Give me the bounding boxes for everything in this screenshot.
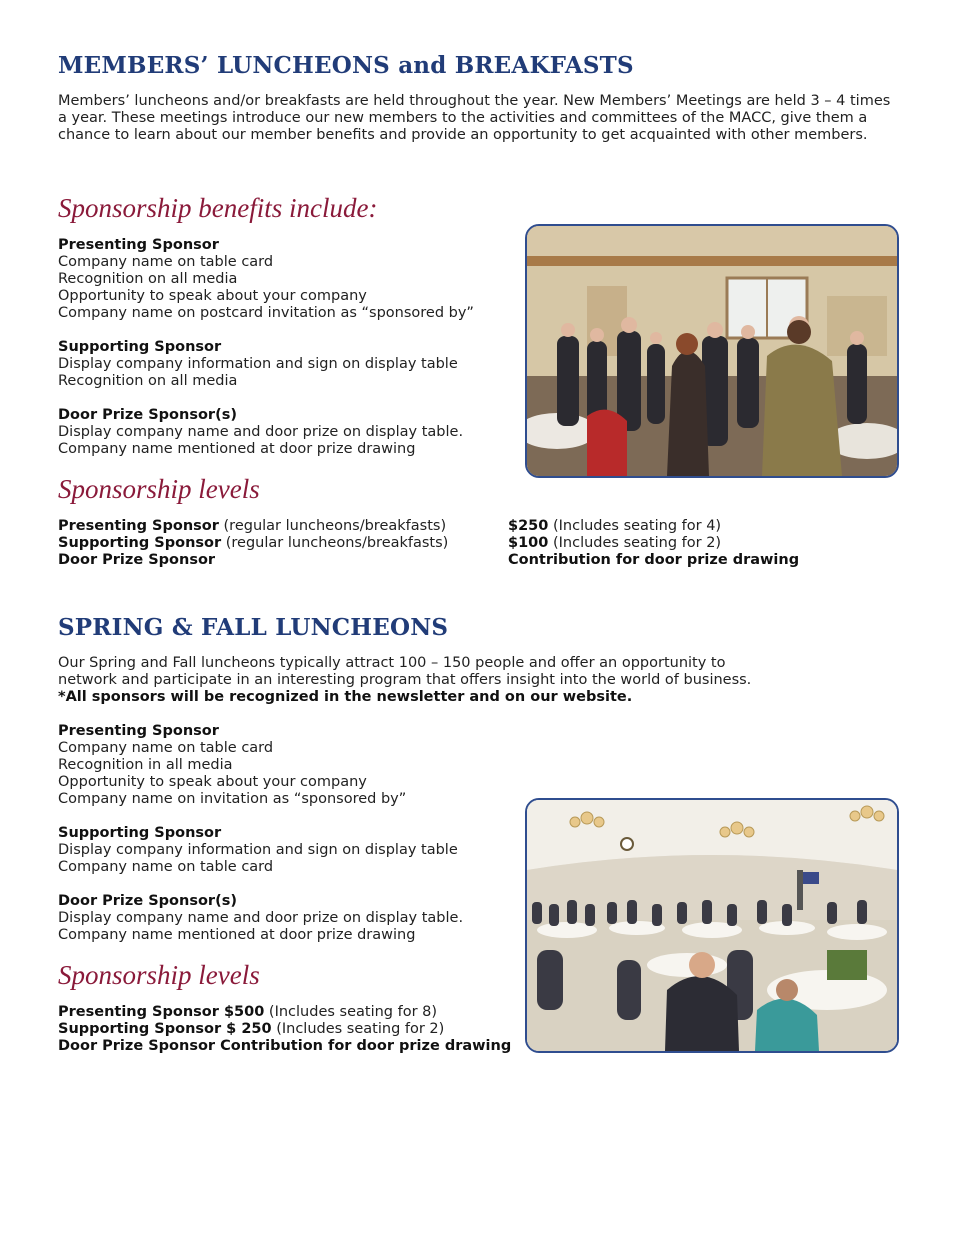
members-doorprize-block	[58, 407, 463, 458]
level-note: (Includes seating for 8)	[264, 1004, 438, 1020]
level-name: Door Prize Sponsor Contribution for door prize drawing	[58, 1038, 512, 1054]
members-presenting-block	[58, 237, 474, 322]
level-price-note: (Includes seating for 4)	[548, 518, 722, 534]
networking-event-photo	[525, 224, 899, 478]
benefit-item: Display company name and door prize on display table.	[58, 910, 464, 926]
intro-line: Our Spring and Fall luncheons typically attract 100 – 150 people and offer an opportunity to	[58, 655, 726, 671]
level-name: Presenting Sponsor $500	[58, 1004, 265, 1020]
presenting-title: Presenting Sponsor	[58, 237, 219, 253]
members-levels-heading: Sponsorship levels	[58, 474, 260, 504]
members-levels-prices	[508, 518, 799, 569]
level-price: $250	[508, 518, 549, 534]
benefit-item: Company name on table card	[58, 254, 274, 270]
sf-presenting-block	[58, 723, 406, 808]
presenting-title: Presenting Sponsor	[58, 723, 219, 739]
benefit-item: Company name on invitation as “sponsored by”	[58, 791, 407, 807]
members-levels-names	[58, 518, 448, 569]
sf-doorprize-block	[58, 893, 463, 944]
benefit-item: Opportunity to speak about your company	[58, 774, 367, 790]
spring-fall-levels	[58, 1004, 511, 1055]
level-name: Door Prize Sponsor	[58, 552, 216, 568]
level-price-note: (Includes seating for 2)	[548, 535, 722, 551]
benefit-item: Company name mentioned at door prize drawing	[58, 927, 416, 943]
level-note: (Includes seating for 2)	[271, 1021, 445, 1037]
benefit-item: Recognition on all media	[58, 373, 238, 389]
level-name: Presenting Sponsor	[58, 518, 219, 534]
doorprize-title: Door Prize Sponsor(s)	[58, 893, 237, 909]
level-name: Supporting Sponsor	[58, 535, 222, 551]
level-price: $100	[508, 535, 549, 551]
benefit-item: Opportunity to speak about your company	[58, 288, 367, 304]
banquet-hall-photo	[525, 798, 899, 1053]
spring-fall-intro	[58, 655, 751, 706]
benefit-item: Company name mentioned at door prize drawing	[58, 441, 416, 457]
benefit-item: Company name on table card	[58, 740, 274, 756]
members-heading: MEMBERS’ LUNCHEONS and BREAKFASTS	[58, 52, 634, 79]
benefit-item: Display company information and sign on display table	[58, 842, 458, 858]
supporting-title: Supporting Sponsor	[58, 339, 222, 355]
level-name: Supporting Sponsor $ 250	[58, 1021, 272, 1037]
benefit-item: Recognition in all media	[58, 757, 233, 773]
benefit-item: Recognition on all media	[58, 271, 238, 287]
spring-fall-levels-heading: Sponsorship levels	[58, 960, 260, 990]
level-note: (regular luncheons/breakfasts)	[218, 518, 447, 534]
benefits-heading: Sponsorship benefits include:	[58, 193, 378, 223]
intro-line: network and participate in an interesting program that offers insight into the world of business.	[58, 672, 752, 688]
supporting-title: Supporting Sponsor	[58, 825, 222, 841]
benefit-item: Display company information and sign on display table	[58, 356, 458, 372]
benefit-item: Display company name and door prize on display table.	[58, 424, 464, 440]
doorprize-title: Door Prize Sponsor(s)	[58, 407, 237, 423]
benefit-item: Company name on table card	[58, 859, 274, 875]
members-supporting-block	[58, 339, 458, 390]
benefit-item: Company name on postcard invitation as “sponsored by”	[58, 305, 474, 321]
level-note: (regular luncheons/breakfasts)	[221, 535, 449, 551]
level-price: Contribution for door prize drawing	[508, 552, 800, 568]
intro-note: *All sponsors will be recognized in the newsletter and on our website.	[58, 689, 633, 705]
members-intro: Members’ luncheons and/or breakfasts are held throughout the year. New Members’ Meetings are held 3 – 4 times a year. These meetings introduce our new members to the activities and committees of the MACC, give them a chance to learn about our member benefits and provide an opportunity to get acquainted with other members.	[58, 93, 891, 143]
spring-fall-heading: SPRING & FALL LUNCHEONS	[58, 614, 449, 641]
sf-supporting-block	[58, 825, 458, 876]
